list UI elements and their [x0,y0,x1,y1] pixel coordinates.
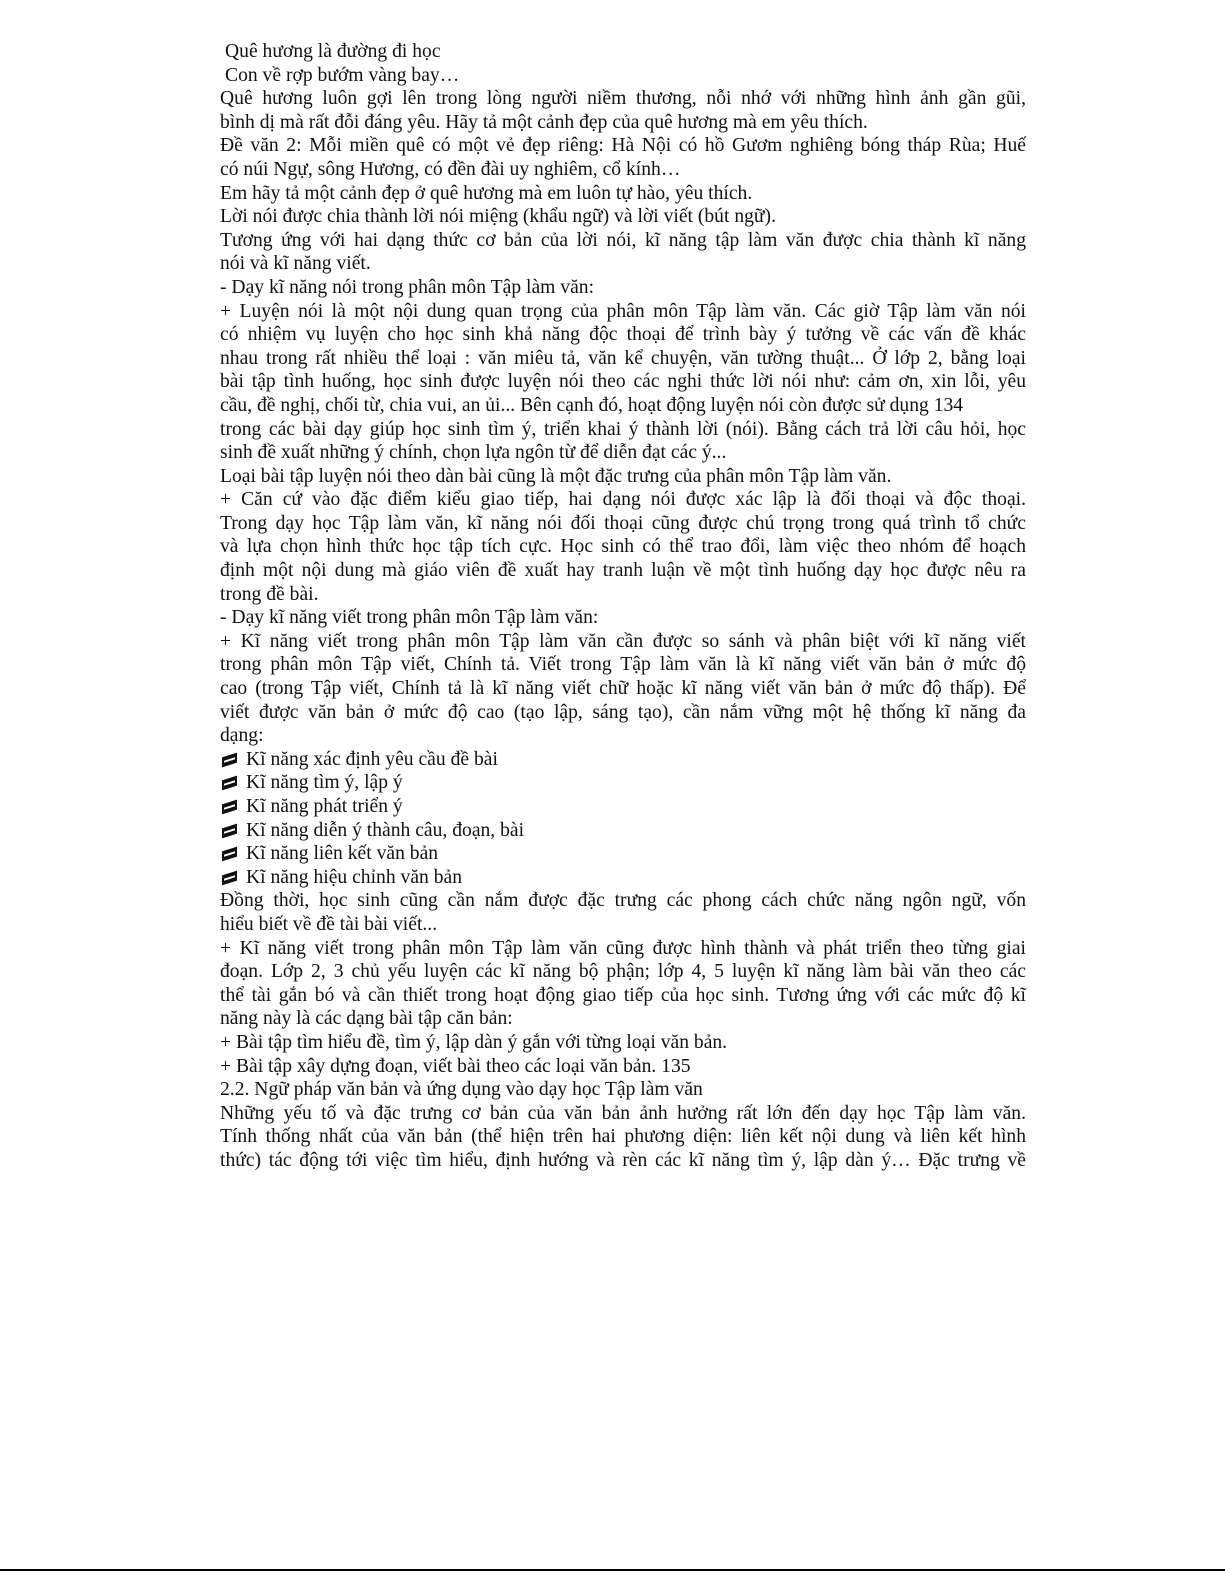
bullet-item [220,842,1026,866]
text-line: cao (trong Tập viết, Chính tả là kĩ năng viết chữ hoặc kĩ năng viết văn bản ở mức độ thấp). Để [220,678,1026,700]
text-line: Em hãy tả một cảnh đẹp ở quê hương mà em luôn tự hào, yêu thích. [220,182,753,204]
text-line: cầu, đề nghị, chối từ, chia vui, an ủi... Bên cạnh đó, hoạt động luyện nói còn được sử dụng 134 [220,394,964,416]
page-bottom-rule [0,1569,1225,1571]
clapperboard-icon [222,846,238,860]
bullet-item [220,795,1026,819]
text-line: Đồng thời, học sinh cũng cần nắm được đặc trưng các phong cách chức năng ngôn ngữ, vốn [220,890,1026,912]
text-line: năng này là các dạng bài tập căn bản: [220,1008,513,1030]
text-line: trong phân môn Tập viết, Chính tả. Viết trong Tập làm văn là kĩ năng viết văn bản ở mức độ [220,654,1026,676]
text-line: sinh đề xuất những ý chính, chọn lựa ngôn từ để diễn đạt các ý... [220,442,727,464]
text-line: thể tài gắn bó và cần thiết trong hoạt động giao tiếp của học sinh. Tương ứng với các mức độ kĩ [220,984,1026,1006]
text-line: + Kĩ năng viết trong phân môn Tập làm văn cần được so sánh và phân biệt với kĩ năng viết [220,630,1026,652]
bullet-text: Kĩ năng hiệu chỉnh văn bản [246,866,463,888]
poem-line: Con về rợp bướm vàng bay… [225,64,460,86]
clapperboard-icon [222,775,238,789]
clapperboard-icon [222,799,238,813]
text-line: hiểu biết về đề tài bài viết... [220,913,438,935]
text-line: bình dị mà rất đỗi đáng yêu. Hãy tả một cảnh đẹp của quê hương mà em yêu thích. [220,111,868,133]
bullet-text: Kĩ năng xác định yêu cầu đề bài [246,748,498,770]
text-line: Đề văn 2: Mỗi miền quê có một vẻ đẹp riêng: Hà Nội có hồ Gươm nghiêng bóng tháp Rùa; Huế [220,135,1026,157]
text-line: + Bài tập xây dựng đoạn, viết bài theo các loại văn bản. 135 [220,1055,691,1077]
text-line: Tính thống nhất của văn bản (thể hiện trên hai phương diện: liên kết nội dung và liên kết hình [220,1126,1026,1148]
text-line: trong đề bài. [220,583,319,605]
text-line: Tương ứng với hai dạng thức cơ bản của lời nói, kĩ năng tập làm văn được chia thành kĩ năng [220,229,1026,251]
text-line: định một nội dung mà giáo viên đề xuất hay tranh luận về một tình huống dạy học được nêu ra [220,560,1026,582]
bullet-item [220,819,1026,843]
text-line: nói và kĩ năng viết. [220,253,371,275]
text-line: đoạn. Lớp 2, 3 chủ yếu luyện các kĩ năng bộ phận; lớp 4, 5 luyện kĩ năng làm bài văn theo các [220,961,1026,983]
text-line: và lựa chọn hình thức học tập tích cực. Học sinh có thể trao đổi, làm việc theo nhóm để hoạch [220,536,1026,558]
text-line: Trong dạy học Tập làm văn, kĩ năng nói đối thoại cũng được chú trọng trong quá trình tổ chức [220,512,1026,534]
text-line: + Luyện nói là một nội dung quan trọng của phân môn Tập làm văn. Các giờ Tập làm văn nói [220,300,1026,322]
text-line: + Kĩ năng viết trong phân môn Tập làm văn cũng được hình thành và phát triển theo từng giai [220,937,1026,959]
bullet-text: Kĩ năng liên kết văn bản [246,843,439,865]
document-page [220,40,1026,1173]
text-line: Những yếu tố và đặc trưng cơ bản của văn bản ảnh hưởng rất lớn đến dạy học Tập làm văn. [220,1102,1026,1124]
bullet-text: Kĩ năng phát triển ý [246,796,403,817]
text-line: + Căn cứ vào đặc điểm kiểu giao tiếp, hai dạng nói được xác lập là đối thoại và độc thoại. [220,489,1026,511]
text-line: có nhiệm vụ luyện cho học sinh khả năng độc thoại để trình bày ý tưởng về các vấn đề khác [220,324,1026,346]
text-line: có núi Ngự, sông Hương, có đền đài uy nghiêm, cổ kính… [220,158,681,180]
clapperboard-icon [222,752,238,766]
text-line: + Bài tập tìm hiểu đề, tìm ý, lập dàn ý gắn với từng loại văn bản. [220,1031,728,1053]
bullet-item [220,866,1026,890]
text-line: Quê hương luôn gợi lên trong lòng người niềm thương, nỗi nhớ với những hình ảnh gần gũi, [220,88,1026,110]
bullet-item [220,748,1026,772]
text-line: viết được văn bản ở mức độ cao (tạo lập, sáng tạo), cần nắm vững một hệ thống kĩ năng đa [220,701,1026,723]
text-line: nhau trong rất nhiều thể loại : văn miêu tả, văn kể chuyện, văn tường thuật... Ở lớp 2, bằng loại [220,347,1026,369]
section-heading: 2.2. Ngữ pháp văn bản và ứng dụng vào dạy học Tập làm văn [220,1079,703,1101]
section-heading: - Dạy kĩ năng nói trong phân môn Tập làm văn: [220,276,595,298]
text-line: trong các bài dạy giúp học sinh tìm ý, triển khai ý thành lời (nói). Bằng cách trả lời câu hỏi, học [220,418,1026,440]
text-line: Loại bài tập luyện nói theo dàn bài cũng là một đặc trưng của phân môn Tập làm văn. [220,465,892,487]
bullet-text: Kĩ năng diễn ý thành câu, đoạn, bài [246,819,525,841]
text-line: bài tập tình huống, học sinh được luyện nói theo các nghi thức lời nói như: cảm ơn, xin lỗi, yêu [220,371,1026,393]
bullet-item [220,771,1026,795]
text-line: Lời nói được chia thành lời nói miệng (khẩu ngữ) và lời viết (bút ngữ). [220,206,776,228]
poem-line: Quê hương là đường đi học [225,41,441,62]
bullet-text: Kĩ năng tìm ý, lập ý [246,772,403,794]
text-line: dạng: [220,725,264,747]
section-heading: - Dạy kĩ năng viết trong phân môn Tập làm văn: [220,607,599,629]
clapperboard-icon [222,823,238,837]
clapperboard-icon [222,870,238,884]
text-line: thức) tác động tới việc tìm hiểu, định hướng và rèn các kĩ năng tìm ý, lập dàn ý… Đặc trưng về [220,1149,1026,1171]
